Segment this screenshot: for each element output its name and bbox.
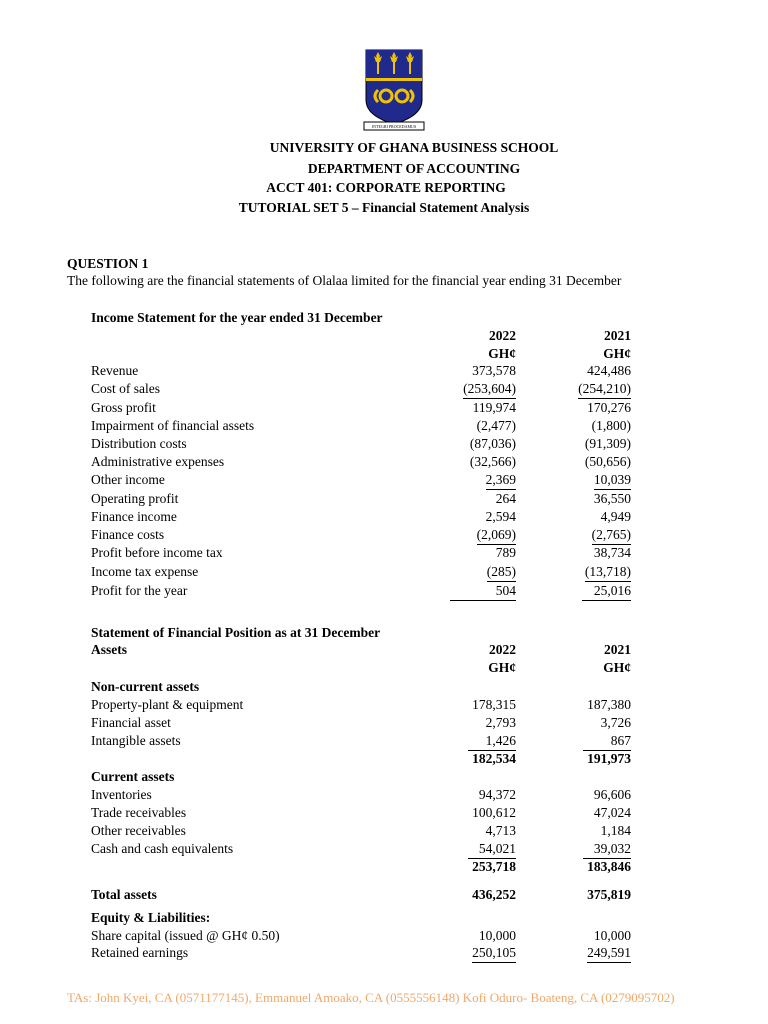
ca-row-2021: 47,024 (593, 805, 631, 820)
is-row-label: Finance costs (91, 527, 165, 542)
is-row-2021: (254,210) (578, 380, 631, 399)
eq-row-2022: 250,105 (472, 944, 516, 963)
sfp-title: Statement of Financial Position as at 31 December (91, 625, 381, 640)
is-row-2022: (2,477) (476, 418, 516, 433)
is-row-2021: 36,550 (593, 491, 631, 506)
is-row-label: Distribution costs (91, 436, 187, 451)
is-row-2022: 789 (495, 545, 516, 560)
nca-total-2021: 191,973 (587, 751, 631, 766)
is-row-label: Income tax expense (91, 564, 199, 579)
nca-row-2021: 3,726 (600, 715, 631, 730)
nca-total-2022: 182,534 (472, 751, 516, 766)
current-assets-heading: Current assets (91, 769, 175, 784)
is-row-2022: 2,369 (486, 471, 516, 490)
ca-row-label: Inventories (91, 787, 152, 802)
is-row-2021: 38,734 (593, 545, 631, 560)
is-row-2022: 504 (450, 582, 516, 601)
question-intro: The following are the financial statements of Olalaa limited for the financial year ending 31 December (67, 273, 622, 288)
ca-total-2022: 253,718 (472, 859, 516, 874)
crest-motto: INTEGRI PROCEDAMUS (371, 124, 417, 129)
non-current-assets-heading: Non-current assets (91, 679, 200, 694)
footer-tas: TAs: John Kyei, CA (0571177145), Emmanuel Amoako, CA (0555556148) Kofi Oduro- Boateng, CA (0279095702) (67, 990, 675, 1005)
ca-row-2022: 54,021 (468, 840, 516, 859)
is-row-label: Gross profit (91, 400, 156, 415)
is-row-label: Finance income (91, 509, 177, 524)
sfp-assets-label: Assets (91, 642, 127, 657)
header-department: DEPARTMENT OF ACCOUNTING (307, 161, 521, 176)
nca-row-label: Intangible assets (91, 733, 181, 748)
is-row-2021: (1,800) (591, 418, 631, 433)
is-row-2022: (32,566) (469, 454, 516, 469)
ca-total-2021: 183,846 (587, 859, 631, 874)
is-row-2022: (253,604) (463, 380, 516, 399)
is-row-label: Other income (91, 472, 165, 487)
is-row-2022: (87,036) (469, 436, 516, 451)
eq-row-label: Share capital (issued @ GH¢ 0.50) (91, 928, 280, 943)
ca-row-2021: 96,606 (593, 787, 631, 802)
total-assets-2022: 436,252 (472, 887, 516, 902)
is-row-2022: 373,578 (472, 363, 516, 378)
is-row-label: Administrative expenses (91, 454, 225, 469)
is-row-2022: 119,974 (472, 400, 516, 415)
is-row-label: Profit before income tax (91, 545, 223, 560)
ca-row-2021: 1,184 (600, 823, 631, 838)
is-row-2021: (2,765) (592, 526, 631, 545)
is-row-2022: 264 (495, 491, 516, 506)
sfp-year-2022: 2022 (489, 642, 516, 657)
is-row-label: Cost of sales (91, 381, 160, 396)
eq-row-2021: 249,591 (587, 944, 631, 963)
ca-row-2022: 94,372 (478, 787, 516, 802)
is-row-label: Operating profit (91, 491, 179, 506)
is-currency-2021: GH¢ (603, 346, 631, 361)
is-row-2021: 4,949 (600, 509, 631, 524)
total-assets-2021: 375,819 (587, 887, 631, 902)
is-row-2021: 25,016 (582, 582, 631, 601)
is-row-label: Revenue (91, 363, 139, 378)
is-row-label: Impairment of financial assets (91, 418, 255, 433)
is-row-2021: 424,486 (587, 363, 631, 378)
is-row-2022: 2,594 (485, 509, 516, 524)
is-row-2022: (2,069) (477, 526, 516, 545)
is-currency-2022: GH¢ (488, 346, 516, 361)
is-row-2021: 10,039 (594, 471, 631, 490)
ca-row-label: Trade receivables (91, 805, 187, 820)
nca-row-2022: 1,426 (468, 732, 516, 751)
eq-row-label: Retained earnings (91, 945, 189, 960)
ca-row-2022: 100,612 (472, 805, 516, 820)
header-course: ACCT 401: CORPORATE REPORTING (266, 180, 506, 195)
ca-row-label: Cash and cash equivalents (91, 841, 234, 856)
income-statement-title: Income Statement for the year ended 31 December (91, 310, 383, 325)
ca-row-label: Other receivables (91, 823, 186, 838)
is-row-2021: (50,656) (584, 454, 631, 469)
header-tutorial: TUTORIAL SET 5 – Financial Statement Analysis (238, 200, 530, 215)
sfp-currency-2021: GH¢ (603, 660, 631, 675)
sfp-year-2021: 2021 (604, 642, 631, 657)
is-row-2022: (285) (487, 563, 516, 582)
eq-row-2021: 10,000 (593, 928, 631, 943)
is-year-2022: 2022 (489, 328, 516, 343)
ca-row-2021: 39,032 (583, 840, 631, 859)
equity-liabilities-heading: Equity & Liabilities: (91, 910, 211, 925)
sfp-currency-2022: GH¢ (488, 660, 516, 675)
is-row-2021: (13,718) (585, 563, 631, 582)
is-row-2021: 170,276 (587, 400, 631, 415)
nca-row-label: Financial asset (91, 715, 171, 730)
ca-row-2022: 4,713 (485, 823, 516, 838)
university-crest-logo (362, 48, 426, 134)
total-assets-label: Total assets (91, 887, 157, 902)
is-row-label: Profit for the year (91, 583, 188, 598)
is-year-2021: 2021 (604, 328, 631, 343)
header-university: UNIVERSITY OF GHANA BUSINESS SCHOOL (269, 140, 559, 155)
question-title: QUESTION 1 (67, 256, 149, 271)
nca-row-label: Property-plant & equipment (91, 697, 244, 712)
nca-row-2021: 187,380 (587, 697, 631, 712)
is-row-2021: (91,309) (584, 436, 631, 451)
eq-row-2022: 10,000 (478, 928, 516, 943)
nca-row-2022: 178,315 (472, 697, 516, 712)
nca-row-2021: 867 (583, 732, 631, 751)
nca-row-2022: 2,793 (485, 715, 516, 730)
